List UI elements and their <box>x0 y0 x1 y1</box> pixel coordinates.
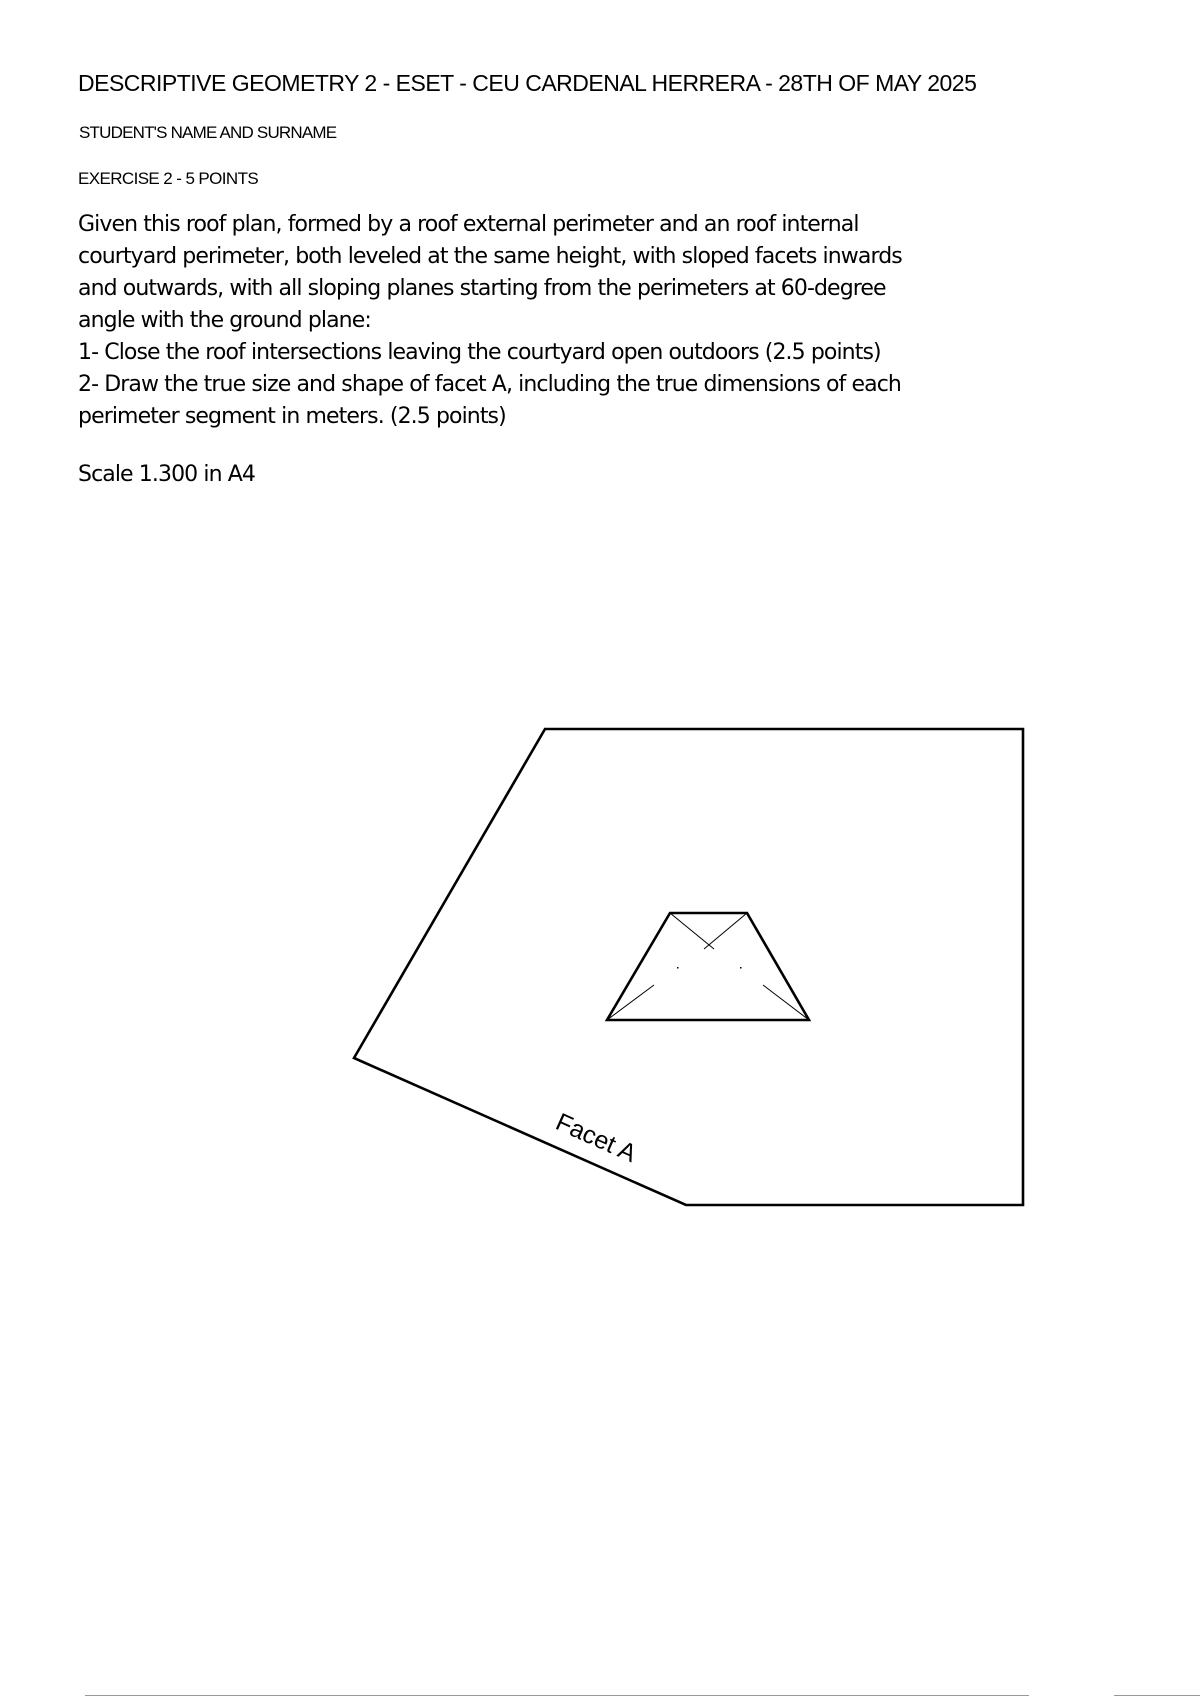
task-2: 2- Draw the true size and shape of facet A, including the true dimensions of each <box>78 372 901 397</box>
ridge-line <box>670 913 714 949</box>
task-1: 1- Close the roof intersections leaving the courtyard open outdoors (2.5 points) <box>78 340 881 365</box>
student-name-label: STUDENT'S NAME AND SURNAME <box>79 123 337 142</box>
statement-line: Given this roof plan, formed by a roof external perimeter and an roof internal <box>78 212 859 237</box>
statement-line: and outwards, with all sloping planes starting from the perimeters at 60-degree <box>78 276 886 301</box>
roof-external-perimeter <box>354 729 1023 1205</box>
statement-line: courtyard perimeter, both leveled at the same height, with sloped facets inwards <box>78 244 902 269</box>
statement-line: angle with the ground plane: <box>78 308 371 333</box>
ridge-line <box>763 985 809 1020</box>
scale-note: Scale 1.300 in A4 <box>78 462 255 487</box>
construction-dot <box>740 967 742 969</box>
footer-rule <box>1114 1695 1200 1696</box>
footer-rule <box>85 1695 1029 1696</box>
construction-dots <box>677 967 742 969</box>
facet-a-label: Facet A <box>551 1107 641 1168</box>
ridge-line <box>704 913 747 949</box>
exam-title: DESCRIPTIVE GEOMETRY 2 - ESET - CEU CARDENAL HERRERA - 28TH OF MAY 2025 <box>78 70 977 96</box>
ridge-line <box>607 985 654 1020</box>
courtyard-perimeter <box>607 913 809 1020</box>
statement-line: perimeter segment in meters. (2.5 points) <box>78 404 506 429</box>
exercise-label: EXERCISE 2 - 5 POINTS <box>78 169 259 188</box>
construction-dot <box>677 967 679 969</box>
